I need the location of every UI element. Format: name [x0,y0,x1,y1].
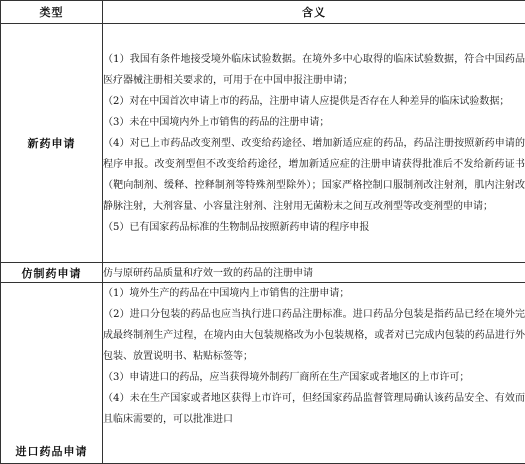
paragraph: （1）境外生产的药品在中国境内上市销售的注册申请； [103,283,525,304]
paragraph: （4）对已上市药品改变剂型、改变给药途径、增加新适应症的药品，药品注册按照新药申请的程序申报。改变剂型但不改变给药途径，增加新适应症的注册申请获得批准后不发给新药证书（靶向制剂、缓释、控释制剂等特殊剂型除外）；国家严格控制口服制剂改注射剂，肌内注射改静脉注射，大剂容量、小容量注射剂、注射用无菌粉末之间互改剂型等改变剂型的申请； [103,133,525,217]
row-content-new-drug [103,24,525,263]
row-type-imported-drug: 进口药品申请 [1,283,103,464]
table-row [1,283,525,464]
table-header-row [1,1,525,24]
paragraph: 仿与原研药品质量和疗效一致的药品的注册申请 [103,266,525,281]
row-content-generic-drug [103,263,525,283]
row-content-imported-drug [103,283,525,464]
paragraph: （5）已有国家药品标准的生物制品按照新药申请的程序申报 [103,217,525,238]
table-row [1,24,525,263]
row-type-new-drug: 新药申请 [1,24,103,263]
row-type-generic-drug: 仿制药申请 [1,263,103,283]
paragraph: （2）进口分包装的药品也应当执行进口药品注册标准。进口药品分包装是指药品已经在境外完成最终制剂生产过程，在境内由大包装规格改为小包装规格，或者对已完成内包装的药品进行外包装、放置说明书、粘贴标签等； [103,304,525,367]
header-type: 类型 [1,1,103,24]
paragraph: （2）对在中国首次申请上市的药品，注册申请人应提供是否存在人种差异的临床试验数据； [103,91,525,112]
table-row [1,263,525,283]
paragraph: （3）未在中国境内外上市销售的药品的注册申请； [103,112,525,133]
header-meaning: 含义 [103,1,525,24]
paragraph: （1）我国有条件地接受境外临床试验数据。在境外多中心取得的临床试验数据，符合中国药品医疗器械注册相关要求的，可用于在中国申报注册申请； [103,49,525,91]
paragraph: （4）未在生产国家或者地区获得上市许可，但经国家药品监督管理局确认该药品安全、有效而且临床需要的，可以批准进口 [103,388,525,430]
paragraph: （3）申请进口的药品，应当获得境外制药厂商所在生产国家或者地区的上市许可； [103,367,525,388]
